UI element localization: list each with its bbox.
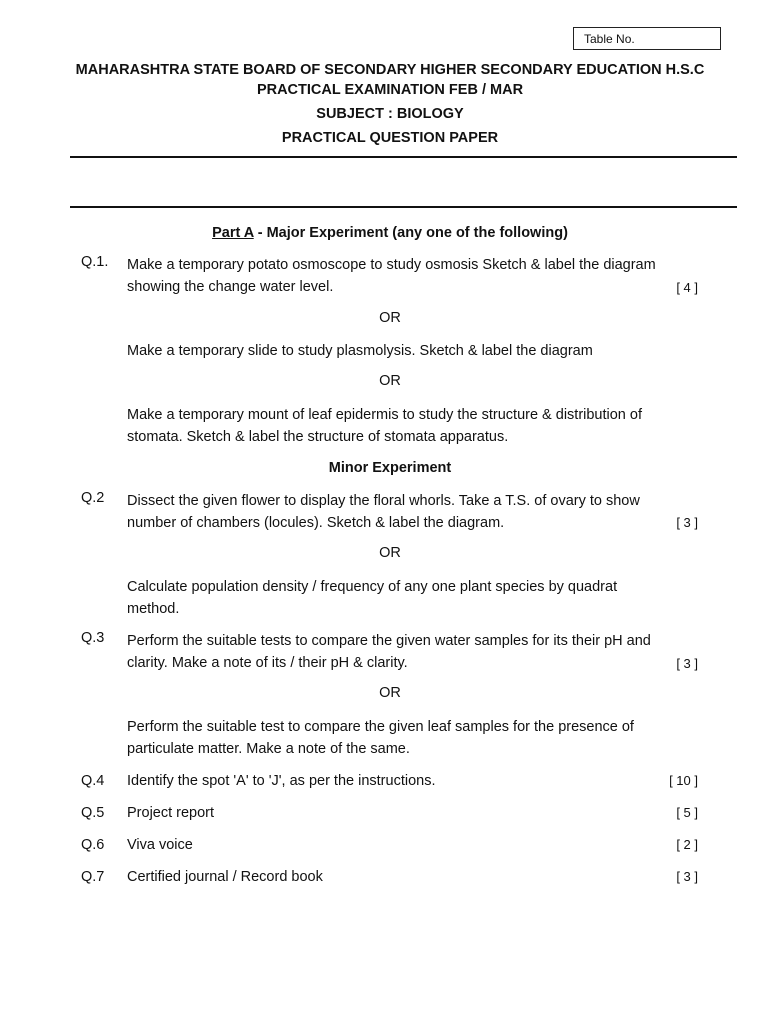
q1-option-2: Make a temporary slide to study plasmolysis. Sketch & label the diagram — [127, 343, 593, 359]
q4-text: Identify the spot 'A' to 'J', as per the instructions. — [127, 773, 436, 789]
q6-number: Q.6 — [81, 837, 105, 853]
question-row — [0, 834, 768, 856]
q2-opt1-line1: Dissect the given flower to display the floral whorls. Take a T.S. of ovary to show — [127, 493, 640, 509]
q1-number: Q.1. — [81, 254, 109, 270]
q1-opt1-line1: Make a temporary potato osmoscope to study osmosis Sketch & label the diagram — [127, 257, 656, 273]
or-separator: OR — [379, 373, 401, 389]
part-a-title — [0, 225, 768, 241]
divider-bottom — [70, 206, 737, 208]
q5-text: Project report — [127, 805, 215, 821]
document-header — [0, 60, 768, 148]
part-a-subtitle: - Major Experiment (any one of the following) — [253, 225, 568, 241]
q2-opt2-line1: Calculate population density / frequency of any one plant species by quadrat — [127, 579, 618, 595]
q2-number: Q.2 — [81, 490, 105, 506]
q3-opt2-line1: Perform the suitable test to compare the given leaf samples for the presence of — [127, 719, 634, 735]
question-row — [0, 770, 768, 792]
q5-marks: [ 5 ] — [676, 805, 698, 820]
paper-title: PRACTICAL QUESTION PAPER — [281, 130, 499, 146]
question-row — [0, 866, 768, 888]
q2-option-1 — [127, 490, 698, 534]
q4-number: Q.4 — [81, 773, 105, 789]
q3-number: Q.3 — [81, 630, 105, 646]
q3-opt1-line2: clarity. Make a note of its / their pH & clarity. — [127, 655, 408, 671]
q3-marks: [ 3 ] — [676, 656, 698, 671]
q7-marks: [ 3 ] — [676, 869, 698, 884]
q6-marks: [ 2 ] — [676, 837, 698, 852]
subject-title: SUBJECT : BIOLOGY — [316, 106, 464, 122]
q2-opt1-line2: number of chambers (locules). Sketch & label the diagram. — [127, 515, 505, 531]
part-a-label: Part A — [212, 225, 254, 241]
q1-marks: [ 4 ] — [676, 280, 698, 295]
q1-option-1 — [127, 254, 698, 298]
q1-opt3-line2: stomata. Sketch & label the structure of stomata apparatus. — [127, 429, 509, 445]
minor-experiment-title: Minor Experiment — [328, 460, 452, 476]
table-no-box: Table No. — [573, 27, 721, 50]
q1-opt1-line2: showing the change water level. — [127, 279, 334, 295]
q2-marks: [ 3 ] — [676, 515, 698, 530]
q1-opt3-line1: Make a temporary mount of leaf epidermis to study the structure & distribution of — [127, 407, 642, 423]
or-separator: OR — [379, 685, 401, 701]
divider-top — [70, 156, 737, 158]
q2-option-2 — [127, 576, 698, 620]
q3-option-1 — [127, 630, 698, 674]
q6-text: Viva voice — [127, 837, 193, 853]
q4-marks: [ 10 ] — [669, 773, 698, 788]
q3-opt1-line1: Perform the suitable tests to compare the given water samples for its their pH and — [127, 633, 651, 649]
q1-option-3 — [127, 404, 698, 448]
q3-opt2-line2: particulate matter. Make a note of the same. — [127, 741, 410, 757]
or-separator: OR — [379, 310, 401, 326]
q3-option-2 — [127, 716, 698, 760]
or-separator: OR — [379, 545, 401, 561]
q7-text: Certified journal / Record book — [127, 869, 323, 885]
board-name: MAHARASHTRA STATE BOARD OF SECONDARY HIGHER SECONDARY EDUCATION H.S.C — [75, 62, 705, 78]
q2-opt2-line2: method. — [127, 601, 180, 617]
question-row — [0, 802, 768, 824]
exam-name: PRACTICAL EXAMINATION FEB / MAR — [256, 82, 524, 98]
q5-number: Q.5 — [81, 805, 105, 821]
q7-number: Q.7 — [81, 869, 105, 885]
